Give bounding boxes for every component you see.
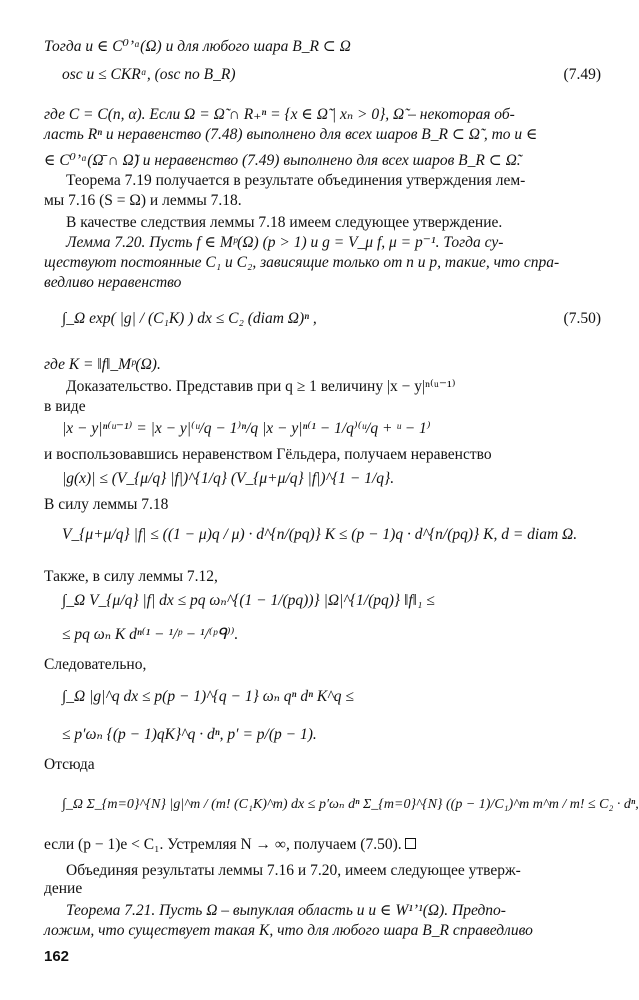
equation-body: ∫_Ω V_{μ/q} |f| dx ≤ pq ωₙ^{(1 − 1/(pq))} |Ω|^{1/(pq)} ‖f‖₁ ≤ (62, 592, 435, 609)
text-line: Теорема 7.19 получается в результате объединения утверждения лем- (66, 172, 526, 189)
text-line: и воспользовавшись неравенством Гёльдера, получаем неравенство (44, 446, 492, 463)
text-line: ∈ C⁰ʼᵅ(Ω̄ ∩ Ω̃) и неравенство (7.49) выполнено для всех шаров B_R ⊂ Ω̃. (44, 152, 521, 169)
text-line: в виде (44, 398, 86, 415)
text-line: Объединяя результаты леммы 7.16 и 7.20, имеем следующее утверж- (66, 862, 521, 879)
text-line: мы 7.16 (S = Ω) и леммы 7.18. (44, 192, 242, 209)
equation-body: ≤ p′ωₙ {(p − 1)qK}^q · dⁿ, p′ = p/(p − 1). (62, 726, 317, 743)
equation-body: |x − y|ⁿ⁽ᵘ⁻¹⁾ = |x − y|⁽ᵘ/q − 1⁾ⁿ/q |x − y|ⁿ⁽¹ − 1/q⁾⁽ᵘ/q + ᵘ − 1⁾ (62, 420, 431, 437)
text-line: Также, в силу леммы 7.12, (44, 568, 218, 585)
equation (0, 626, 639, 646)
lemma-7-20-heading: Лемма 7.20. Пусть f ∈ Mᵖ(Ω) (p > 1) и g = V_μ f, μ = p⁻¹. Тогда су- (66, 234, 504, 251)
text-line: дение (44, 880, 83, 897)
equation (0, 592, 639, 612)
equation-number: (7.49) (563, 66, 601, 83)
page-number: 162 (44, 948, 70, 965)
equation-body: ≤ pq ωₙ K dⁿ⁽¹ − ¹/ᵖ − ¹/⁽ᵖᑫ⁾⁾. (62, 626, 239, 643)
equation-body: ∫_Ω exp( |g| / (C₁K) ) dx ≤ C₂ (diam Ω)ⁿ , (62, 310, 317, 327)
text-line: В качестве следствия леммы 7.18 имеем следующее утверждение. (66, 214, 503, 231)
text-line: где C = C(n, α). Если Ω = Ω̃ ∩ R₊ⁿ = {x ∈ Ω̃ | xₙ > 0}, Ω̃ – некоторая об- (44, 106, 515, 123)
equation (0, 688, 639, 708)
text-line: Отсюда (44, 756, 95, 773)
text-line (44, 836, 604, 854)
equation-body: ∫_Ω Σ_{m=0}^{N} |g|^m / (m! (C₁K)^m) dx ≤ p′ωₙ dⁿ Σ_{m=0}^{N} ((p − 1)/C₁)^m m^m / m! ≤ C₂ · dⁿ, (62, 797, 639, 812)
equation (0, 420, 639, 440)
text-line: ведливо неравенство (44, 274, 182, 291)
equation-body: osc u ≤ CKRᵅ, (osc по B_R) (62, 66, 236, 83)
equation (0, 470, 639, 490)
text-line-content: если (p − 1)e < C₁. Устремляя N → ∞, получаем (7.50). (44, 836, 402, 853)
text-line: Следовательно, (44, 656, 147, 673)
equation-body: V_{μ+μ/q} |f| ≤ ((1 − μ)q / μ) · d^{n/(pq)} K ≤ (p − 1)q · d^{n/(pq)} K, d = diam Ω. (62, 526, 578, 543)
equation (0, 526, 639, 546)
equation-7-50 (0, 310, 639, 330)
equation-body: ∫_Ω |g|^q dx ≤ p(p − 1)^{q − 1} ωₙ qⁿ dⁿ K^q ≤ (62, 688, 354, 705)
text-line: ложим, что существует такая K, что для любого шара B_R справедливо (44, 922, 533, 939)
equation-7-49 (0, 66, 639, 86)
proof-heading: Доказательство. Представив при q ≥ 1 величину |x − y|ⁿ⁽ᵘ⁻¹⁾ (66, 378, 456, 395)
text-line: где K = ‖f‖_Mᵖ(Ω). (44, 356, 161, 373)
equation-number: (7.50) (563, 310, 601, 327)
equation (0, 726, 639, 746)
equation-body: |g(x)| ≤ (V_{μ/q} |f|)^{1/q} (V_{μ+μ/q} |f|)^{1 − 1/q}. (62, 470, 395, 487)
equation (0, 796, 639, 816)
text-line: В силу леммы 7.18 (44, 496, 169, 513)
text-line: ществуют постоянные C₁ и C₂, зависящие только от n и p, такие, что спра- (44, 254, 560, 271)
text-line: ласть Rⁿ и неравенство (7.48) выполнено для всех шаров B_R ⊂ Ω̃ , то u ∈ (44, 126, 538, 143)
qed-box-icon (405, 838, 416, 849)
theorem-7-21-heading: Теорема 7.21. Пусть Ω – выпуклая область и u ∈ W¹ʼ¹(Ω). Предпо- (66, 902, 506, 919)
text-line: Тогда u ∈ C⁰ʼᵅ(Ω) и для любого шара B_R ⊂ Ω (44, 38, 351, 55)
